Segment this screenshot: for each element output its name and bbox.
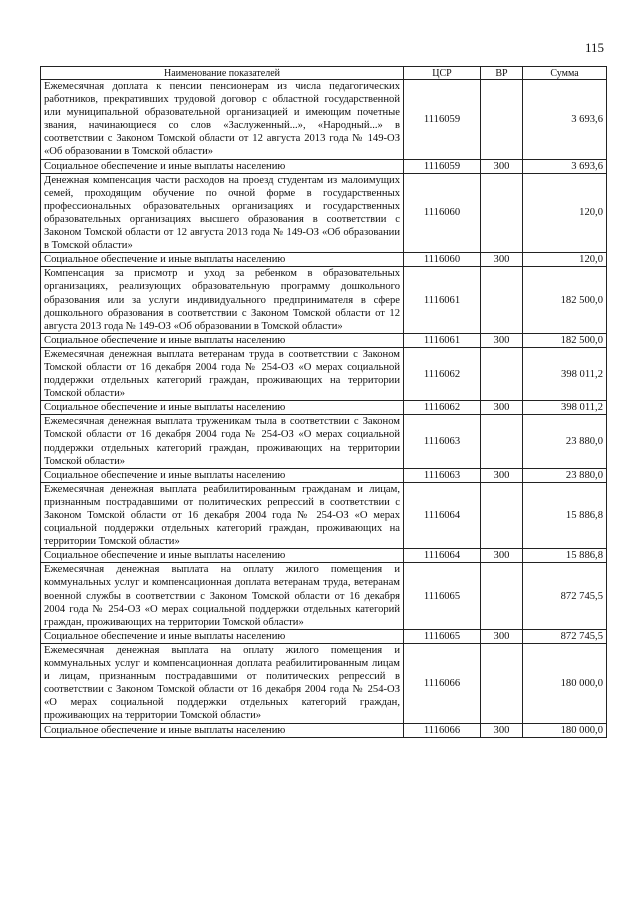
table-row — [41, 333, 607, 347]
budget-table — [40, 66, 607, 738]
row-sum: 182 500,0 — [523, 267, 607, 333]
table-header-row — [41, 67, 607, 80]
row-sum: 180 000,0 — [523, 723, 607, 737]
row-vr: 300 — [481, 253, 523, 267]
row-name: Социальное обеспечение и иные выплаты населению — [41, 333, 404, 347]
header-vr: ВР — [481, 67, 523, 80]
row-vr: 300 — [481, 549, 523, 563]
row-name: Социальное обеспечение и иные выплаты населению — [41, 549, 404, 563]
row-name: Ежемесячная денежная выплата реабилитированным гражданам и лицам, признанным пострадавшими от политических репрессий в соответствии с Законом Томской области от 16 декабря 2004 года № 254-ОЗ «О мерах социальной поддержки отдельных категорий граждан, проживающих на территории Томской области» — [41, 482, 404, 548]
row-csr: 1116065 — [404, 629, 481, 643]
row-csr: 1116063 — [404, 415, 481, 468]
row-csr: 1116059 — [404, 159, 481, 173]
row-csr: 1116066 — [404, 643, 481, 723]
row-vr — [481, 173, 523, 253]
table-row — [41, 173, 607, 253]
row-csr: 1116066 — [404, 723, 481, 737]
table-row — [41, 347, 607, 400]
row-csr: 1116064 — [404, 482, 481, 548]
row-vr — [481, 80, 523, 160]
table-row — [41, 415, 607, 468]
row-name: Денежная компенсация части расходов на проезд студентам из малоимущих семей, проходящим обучение по очной форме в государственных профессиональных образовательных организациях и государственных образовательных организациях высшего образования в соответствии с Законом Томской области от 12 августа 2013 года № 149-ОЗ «Об образовании в Томской области» — [41, 173, 404, 253]
table-row — [41, 629, 607, 643]
table-row — [41, 401, 607, 415]
row-sum: 398 011,2 — [523, 401, 607, 415]
row-vr: 300 — [481, 333, 523, 347]
row-vr — [481, 563, 523, 629]
row-csr: 1116065 — [404, 563, 481, 629]
row-vr — [481, 347, 523, 400]
header-sum: Сумма — [523, 67, 607, 80]
table-row — [41, 468, 607, 482]
row-name: Социальное обеспечение и иные выплаты населению — [41, 723, 404, 737]
row-vr: 300 — [481, 629, 523, 643]
table-row — [41, 643, 607, 723]
row-csr: 1116062 — [404, 401, 481, 415]
row-csr: 1116060 — [404, 173, 481, 253]
row-sum: 872 745,5 — [523, 629, 607, 643]
table-row — [41, 267, 607, 333]
row-sum: 15 886,8 — [523, 549, 607, 563]
table-row — [41, 80, 607, 160]
row-sum: 182 500,0 — [523, 333, 607, 347]
row-csr: 1116061 — [404, 267, 481, 333]
row-name: Ежемесячная денежная выплата на оплату жилого помещения и коммунальных услуг и компенсационная доплата ветеранам труда, ветеранам военной службы в соответствии с Законом Томской области от 16 декабря 2004 года № 254-ОЗ «О мерах социальной поддержки отдельных категорий граждан, проживающих на территории Томской области» — [41, 563, 404, 629]
table-row — [41, 563, 607, 629]
row-csr: 1116064 — [404, 549, 481, 563]
row-sum: 23 880,0 — [523, 468, 607, 482]
page-number: 115 — [584, 40, 604, 55]
row-vr — [481, 415, 523, 468]
table-row — [41, 723, 607, 737]
row-name: Социальное обеспечение и иные выплаты населению — [41, 629, 404, 643]
row-sum: 120,0 — [523, 253, 607, 267]
row-vr — [481, 482, 523, 548]
row-name: Компенсация за присмотр и уход за ребенком в образовательных организациях, реализующих образовательную программу дошкольного образования или за услуги индивидуального предпринимателя в сфере дошкольного образования в соответствии с Законом Томской области от 12 августа 2013 года № 149-ОЗ «Об образовании в Томской области» — [41, 267, 404, 333]
row-vr: 300 — [481, 468, 523, 482]
row-name: Социальное обеспечение и иные выплаты населению — [41, 253, 404, 267]
row-name: Ежемесячная денежная выплата на оплату жилого помещения и коммунальных услуг и компенсационная доплата реабилитированным лицам и лицам, признанным пострадавшими от политических репрессий в соответствии с Законом Томской области от 16 декабря 2004 года № 254-ОЗ «О мерах социальной поддержки отдельных категорий граждан, проживающих на территории Томской области» — [41, 643, 404, 723]
row-csr: 1116063 — [404, 468, 481, 482]
row-sum: 180 000,0 — [523, 643, 607, 723]
table-row — [41, 159, 607, 173]
row-vr: 300 — [481, 159, 523, 173]
row-sum: 398 011,2 — [523, 347, 607, 400]
table-row — [41, 482, 607, 548]
row-name: Ежемесячная денежная выплата ветеранам труда в соответствии с Законом Томской области от 16 декабря 2004 года № 254-ОЗ «О мерах социальной поддержки отдельных категорий граждан, проживающих на территории Томской области» — [41, 347, 404, 400]
row-name: Ежемесячная денежная выплата труженикам тыла в соответствии с Законом Томской области от 16 декабря 2004 года № 254-ОЗ «О мерах социальной поддержки отдельных категорий граждан, проживающих на территории Томской области» — [41, 415, 404, 468]
row-sum: 3 693,6 — [523, 159, 607, 173]
row-name: Социальное обеспечение и иные выплаты населению — [41, 159, 404, 173]
row-name: Ежемесячная доплата к пенсии пенсионерам из числа педагогических работников, прекративших трудовой договор с областной государственной или муниципальной образовательной организацией и имеющим почетные звания, начинающиеся со слов «Заслуженный...», «Народный...» в соответствии с Законом Томской области от 12 августа 2013 года № 149-ОЗ «Об образовании в Томской области» — [41, 80, 404, 160]
row-csr: 1116060 — [404, 253, 481, 267]
header-name: Наименование показателей — [41, 67, 404, 80]
row-csr: 1116061 — [404, 333, 481, 347]
table-row — [41, 549, 607, 563]
row-sum: 15 886,8 — [523, 482, 607, 548]
row-name: Социальное обеспечение и иные выплаты населению — [41, 468, 404, 482]
header-csr: ЦСР — [404, 67, 481, 80]
row-vr — [481, 643, 523, 723]
row-vr — [481, 267, 523, 333]
row-name: Социальное обеспечение и иные выплаты населению — [41, 401, 404, 415]
row-vr: 300 — [481, 723, 523, 737]
row-sum: 3 693,6 — [523, 80, 607, 160]
row-csr: 1116059 — [404, 80, 481, 160]
row-sum: 23 880,0 — [523, 415, 607, 468]
table-row — [41, 253, 607, 267]
row-vr: 300 — [481, 401, 523, 415]
row-sum: 120,0 — [523, 173, 607, 253]
row-csr: 1116062 — [404, 347, 481, 400]
row-sum: 872 745,5 — [523, 563, 607, 629]
